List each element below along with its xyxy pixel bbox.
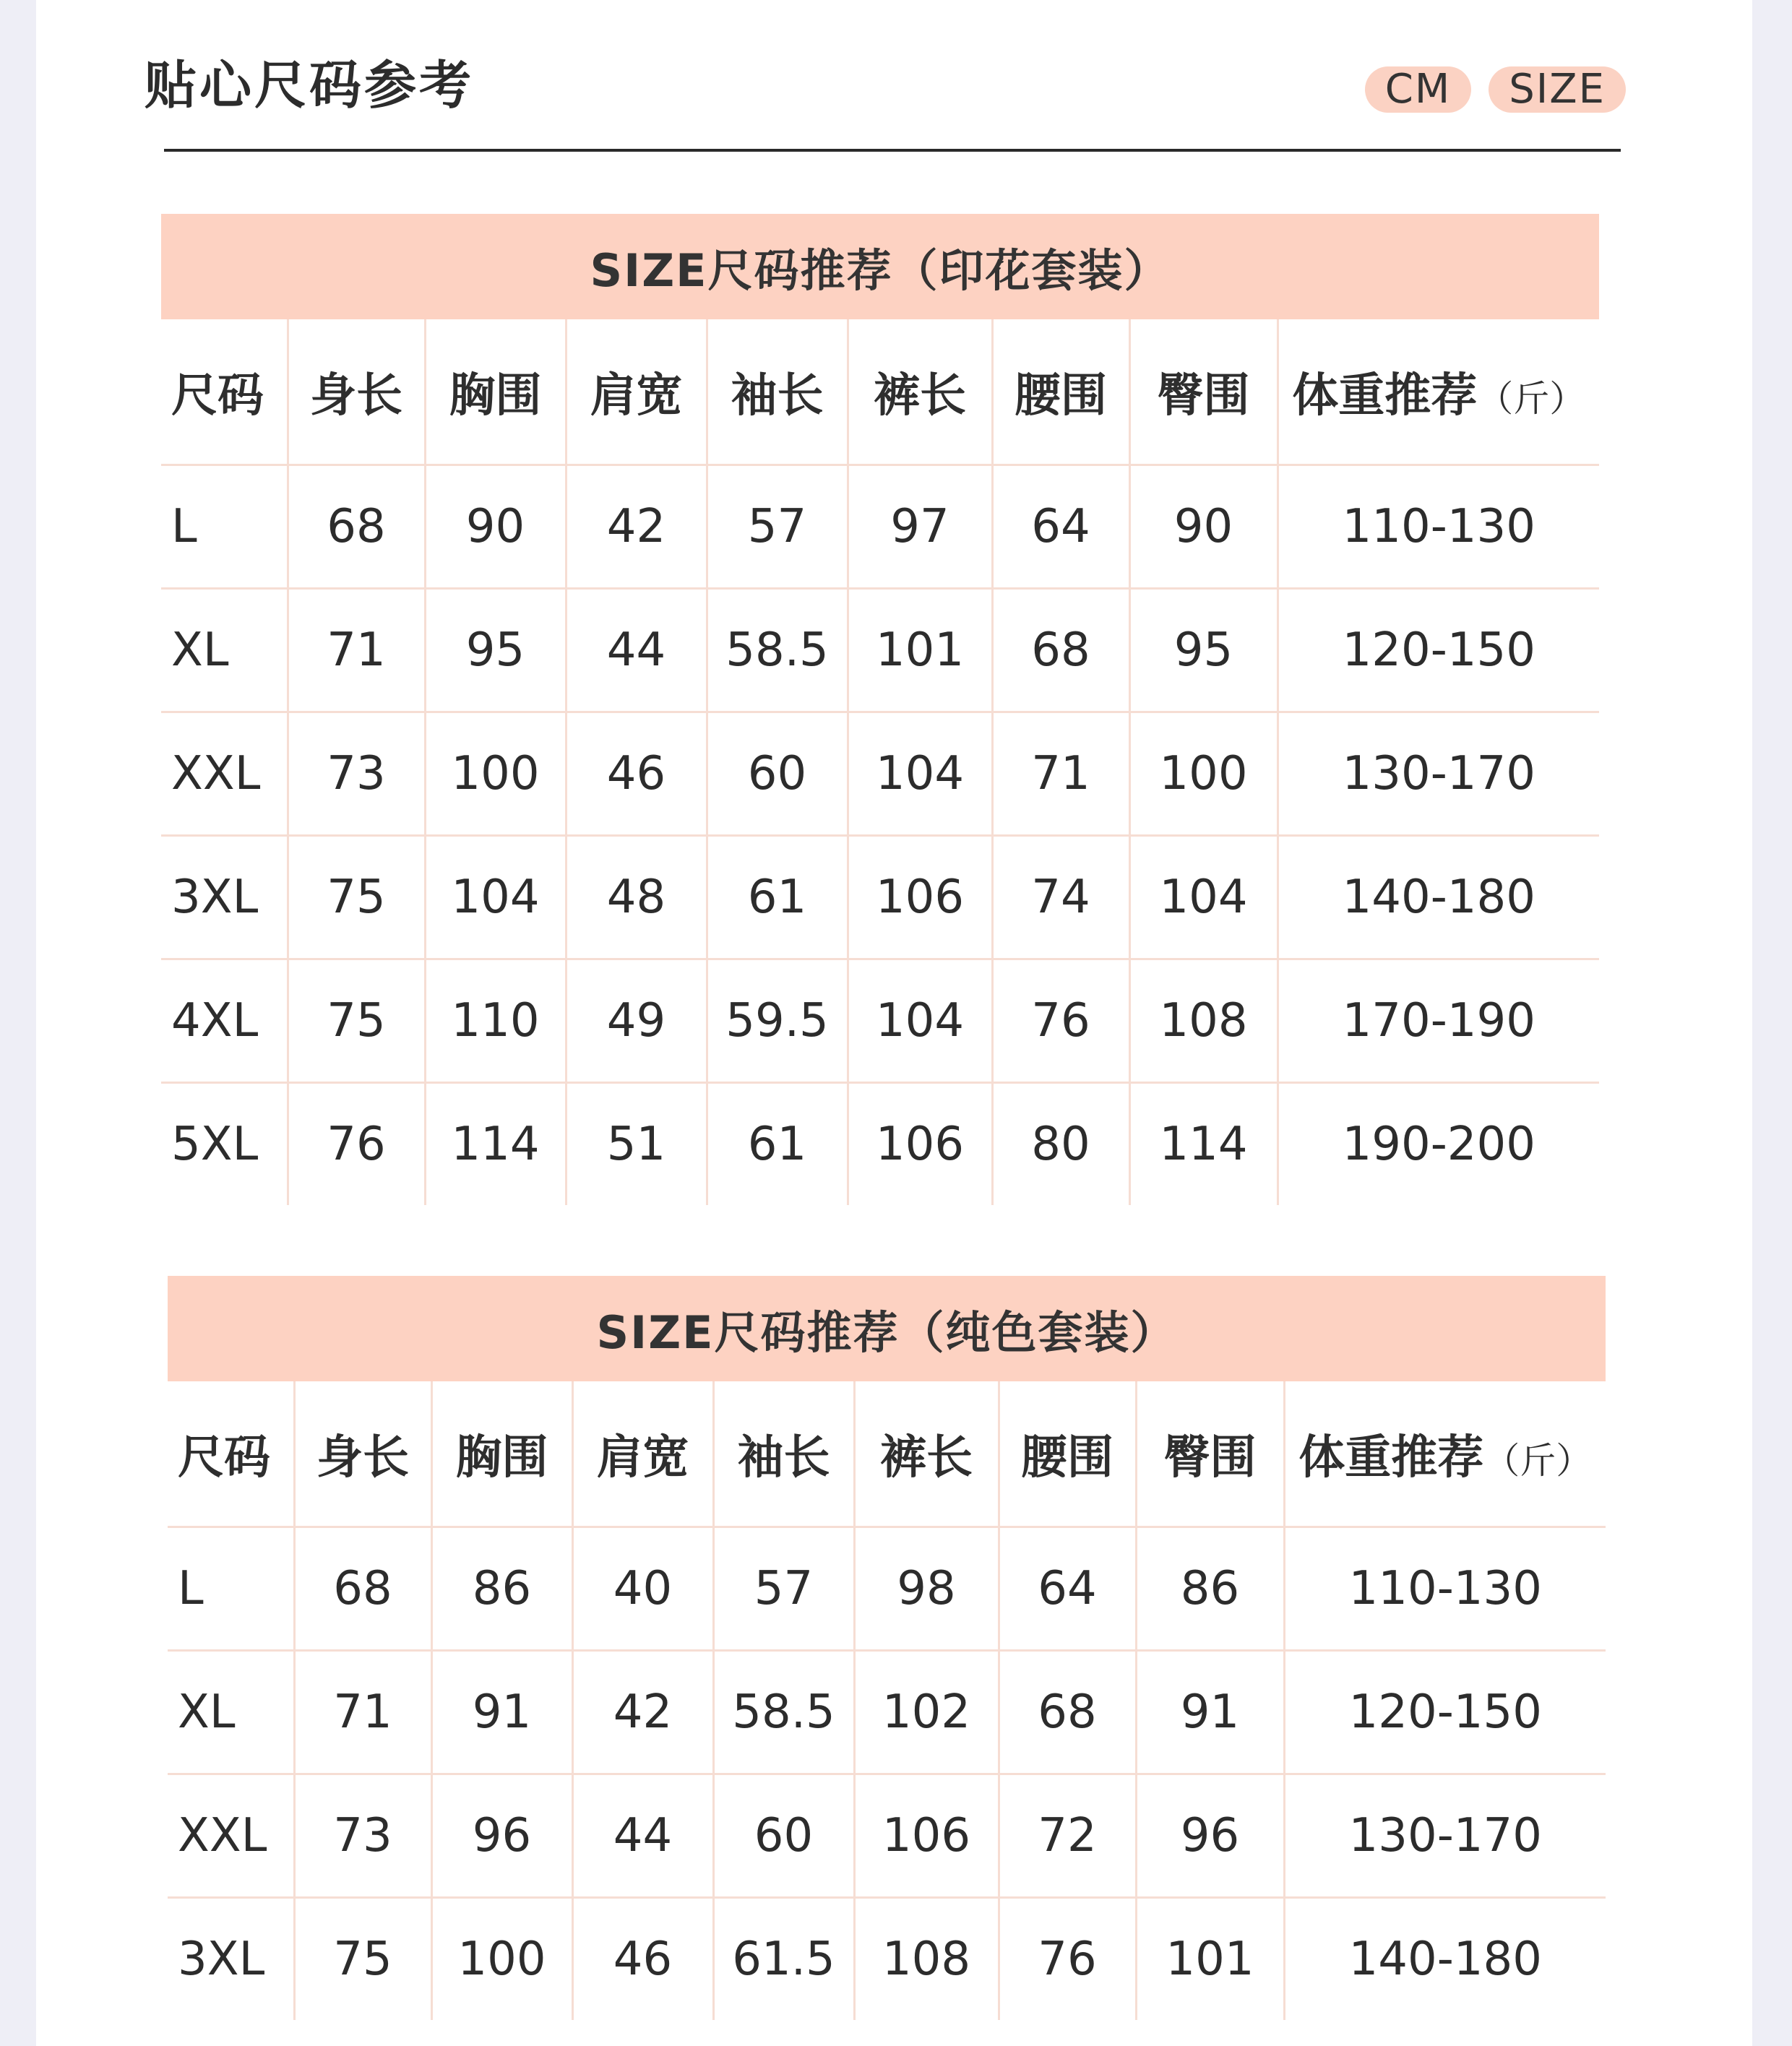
measurement-cell: 68	[288, 465, 425, 589]
weight-unit: （斤）	[1477, 378, 1586, 420]
measurement-cell: 106	[854, 1774, 999, 1898]
size-table-solid	[168, 1276, 1606, 2020]
size-label-cell: 3XL	[161, 836, 288, 959]
measurement-cell: 42	[572, 1651, 713, 1774]
measurement-cell: 91	[1136, 1651, 1284, 1774]
measurement-cell: 140-180	[1284, 1898, 1606, 2021]
measurement-cell: 96	[431, 1774, 572, 1898]
measurement-cell: 73	[288, 712, 425, 836]
measurement-cell: 101	[1136, 1898, 1284, 2021]
measurement-cell: 96	[1136, 1774, 1284, 1898]
measurement-cell: 120-150	[1278, 589, 1599, 712]
column-header: 肩宽	[572, 1381, 713, 1527]
measurement-cell: 91	[431, 1651, 572, 1774]
measurement-cell: 80	[992, 1083, 1129, 1206]
measurement-cell: 58.5	[707, 589, 848, 712]
table-row	[168, 1898, 1606, 2021]
size-label-cell: L	[168, 1527, 294, 1651]
weight-unit: （斤）	[1483, 1440, 1593, 1482]
column-header: 臀围	[1129, 319, 1278, 465]
size-label-cell: 5XL	[161, 1083, 288, 1206]
measurement-cell: 100	[1129, 712, 1278, 836]
column-header-label: 体重推荐	[1292, 369, 1478, 423]
measurement-cell: 76	[992, 959, 1129, 1083]
unit-pills	[1365, 66, 1626, 113]
size-label-cell: XL	[161, 589, 288, 712]
measurement-cell: 68	[992, 589, 1129, 712]
table-row	[161, 465, 1599, 589]
measurement-cell: 68	[294, 1527, 431, 1651]
table-banner: SIZE尺码推荐（印花套装）	[161, 214, 1599, 319]
measurement-cell: 108	[1129, 959, 1278, 1083]
measurement-cell: 106	[848, 1083, 992, 1206]
column-header: 尺码	[171, 369, 264, 423]
title-divider	[164, 149, 1621, 152]
measurement-cell: 110	[425, 959, 566, 1083]
column-header: 胸围	[425, 319, 566, 465]
size-table-printed	[161, 214, 1599, 1205]
measurement-cell: 51	[566, 1083, 707, 1206]
column-header: 臀围	[1136, 1381, 1284, 1527]
column-header: 身长	[294, 1381, 431, 1527]
measurement-cell: 98	[854, 1527, 999, 1651]
table-row	[168, 1651, 1606, 1774]
measurement-cell: 44	[572, 1774, 713, 1898]
measurement-cell: 44	[566, 589, 707, 712]
measurement-cell: 57	[713, 1527, 854, 1651]
header-row	[161, 319, 1599, 465]
unit-pill-cm: CM	[1365, 66, 1471, 113]
measurement-cell: 104	[1129, 836, 1278, 959]
measurement-cell: 108	[854, 1898, 999, 2021]
measurement-cell: 86	[1136, 1527, 1284, 1651]
column-header-label: 体重推荐	[1298, 1431, 1484, 1485]
page-title: 贴心尺码参考	[145, 55, 475, 116]
measurement-cell: 130-170	[1284, 1774, 1606, 1898]
measurement-cell: 110-130	[1284, 1527, 1606, 1651]
column-header: 身长	[288, 319, 425, 465]
size-chart	[161, 319, 1599, 1205]
table-row	[161, 959, 1599, 1083]
measurement-cell: 46	[572, 1898, 713, 2021]
size-label-cell: XXL	[168, 1774, 294, 1898]
measurement-cell: 101	[848, 589, 992, 712]
measurement-cell: 130-170	[1278, 712, 1599, 836]
measurement-cell: 58.5	[713, 1651, 854, 1774]
measurement-cell: 42	[566, 465, 707, 589]
column-header-weight	[1284, 1381, 1606, 1527]
column-header: 袖长	[713, 1381, 854, 1527]
measurement-cell: 90	[1129, 465, 1278, 589]
column-header: 尺码	[178, 1431, 270, 1485]
measurement-cell: 97	[848, 465, 992, 589]
table-banner: SIZE尺码推荐（纯色套装）	[168, 1276, 1606, 1381]
column-header: 裤长	[848, 319, 992, 465]
table-row	[168, 1774, 1606, 1898]
measurement-cell: 170-190	[1278, 959, 1599, 1083]
measurement-cell: 71	[992, 712, 1129, 836]
measurement-cell: 114	[1129, 1083, 1278, 1206]
measurement-cell: 49	[566, 959, 707, 1083]
measurement-cell: 74	[992, 836, 1129, 959]
column-header: 腰围	[992, 319, 1129, 465]
measurement-cell: 100	[425, 712, 566, 836]
measurement-cell: 46	[566, 712, 707, 836]
header-row	[168, 1381, 1606, 1527]
measurement-cell: 106	[848, 836, 992, 959]
measurement-cell: 75	[288, 959, 425, 1083]
measurement-cell: 60	[707, 712, 848, 836]
measurement-cell: 60	[713, 1774, 854, 1898]
column-header: 腰围	[999, 1381, 1136, 1527]
measurement-cell: 40	[572, 1527, 713, 1651]
size-label-cell: XL	[168, 1651, 294, 1774]
size-label-cell: L	[161, 465, 288, 589]
size-label-cell: 3XL	[168, 1898, 294, 2021]
measurement-cell: 71	[288, 589, 425, 712]
measurement-cell: 76	[288, 1083, 425, 1206]
measurement-cell: 61	[707, 1083, 848, 1206]
unit-pill-size: SIZE	[1489, 66, 1626, 113]
measurement-cell: 72	[999, 1774, 1136, 1898]
measurement-cell: 95	[1129, 589, 1278, 712]
measurement-cell: 104	[848, 712, 992, 836]
size-label-cell: XXL	[161, 712, 288, 836]
measurement-cell: 73	[294, 1774, 431, 1898]
column-header: 肩宽	[566, 319, 707, 465]
column-header-weight	[1278, 319, 1599, 465]
measurement-cell: 90	[425, 465, 566, 589]
table-row	[161, 712, 1599, 836]
measurement-cell: 140-180	[1278, 836, 1599, 959]
measurement-cell: 104	[425, 836, 566, 959]
table-row	[161, 836, 1599, 959]
measurement-cell: 76	[999, 1898, 1136, 2021]
measurement-cell: 59.5	[707, 959, 848, 1083]
measurement-cell: 71	[294, 1651, 431, 1774]
measurement-cell: 86	[431, 1527, 572, 1651]
column-header: 袖长	[707, 319, 848, 465]
table-body	[168, 1527, 1606, 2021]
measurement-cell: 61.5	[713, 1898, 854, 2021]
size-chart	[168, 1381, 1606, 2020]
measurement-cell: 104	[848, 959, 992, 1083]
measurement-cell: 48	[566, 836, 707, 959]
measurement-cell: 190-200	[1278, 1083, 1599, 1206]
column-header: 胸围	[431, 1381, 572, 1527]
measurement-cell: 68	[999, 1651, 1136, 1774]
measurement-cell: 95	[425, 589, 566, 712]
measurement-cell: 57	[707, 465, 848, 589]
table-row	[161, 589, 1599, 712]
measurement-cell: 75	[288, 836, 425, 959]
table-body	[161, 465, 1599, 1206]
measurement-cell: 61	[707, 836, 848, 959]
measurement-cell: 110-130	[1278, 465, 1599, 589]
table-row	[168, 1527, 1606, 1651]
size-guide-page	[36, 0, 1752, 2046]
measurement-cell: 100	[431, 1898, 572, 2021]
measurement-cell: 64	[999, 1527, 1136, 1651]
measurement-cell: 64	[992, 465, 1129, 589]
table-row	[161, 1083, 1599, 1206]
size-label-cell: 4XL	[161, 959, 288, 1083]
measurement-cell: 102	[854, 1651, 999, 1774]
measurement-cell: 75	[294, 1898, 431, 2021]
measurement-cell: 114	[425, 1083, 566, 1206]
measurement-cell: 120-150	[1284, 1651, 1606, 1774]
column-header: 裤长	[854, 1381, 999, 1527]
